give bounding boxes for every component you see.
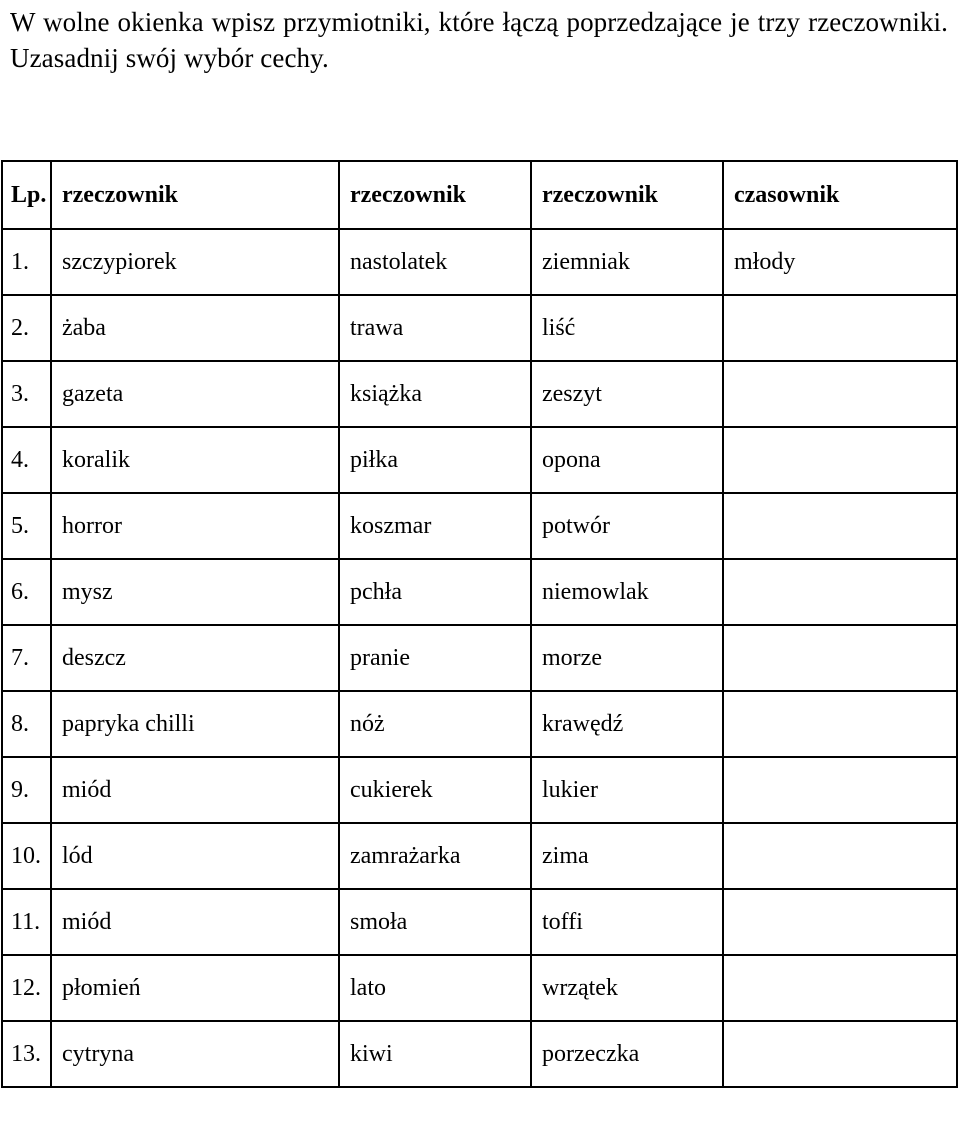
noun-2-cell: koszmar (339, 493, 531, 559)
row-number: 7. (2, 625, 51, 691)
table-header-row (2, 161, 957, 229)
noun-1-cell: miód (51, 889, 339, 955)
answer-cell[interactable] (723, 889, 957, 955)
row-number: 11. (2, 889, 51, 955)
noun-2-cell: piłka (339, 427, 531, 493)
table-row (2, 1021, 957, 1087)
table-row (2, 559, 957, 625)
header-noun-2: rzeczownik (339, 161, 531, 229)
noun-1-cell: papryka chilli (51, 691, 339, 757)
table-row (2, 889, 957, 955)
noun-3-cell: zima (531, 823, 723, 889)
table-row (2, 757, 957, 823)
noun-3-cell: niemowlak (531, 559, 723, 625)
answer-cell[interactable] (723, 691, 957, 757)
task-instruction: W wolne okienka wpisz przymiotniki, które łączą poprzedzające je trzy rzeczowniki. Uzasadnij swój wybór cechy. (10, 7, 948, 73)
noun-3-cell: ziemniak (531, 229, 723, 295)
answer-cell[interactable] (723, 493, 957, 559)
answer-cell[interactable] (723, 427, 957, 493)
row-number: 10. (2, 823, 51, 889)
noun-1-cell: horror (51, 493, 339, 559)
noun-3-cell: liść (531, 295, 723, 361)
row-number: 1. (2, 229, 51, 295)
row-number: 8. (2, 691, 51, 757)
noun-3-cell: lukier (531, 757, 723, 823)
answer-cell[interactable] (723, 625, 957, 691)
row-number: 6. (2, 559, 51, 625)
noun-3-cell: krawędź (531, 691, 723, 757)
table-row (2, 493, 957, 559)
answer-cell[interactable] (723, 295, 957, 361)
noun-3-cell: opona (531, 427, 723, 493)
table-row (2, 361, 957, 427)
noun-3-cell: porzeczka (531, 1021, 723, 1087)
row-number: 9. (2, 757, 51, 823)
noun-1-cell: mysz (51, 559, 339, 625)
worksheet-table (1, 160, 958, 1088)
table-row (2, 427, 957, 493)
row-number: 13. (2, 1021, 51, 1087)
noun-1-cell: cytryna (51, 1021, 339, 1087)
answer-cell[interactable]: młody (723, 229, 957, 295)
header-verb: czasownik (723, 161, 957, 229)
noun-3-cell: toffi (531, 889, 723, 955)
noun-2-cell: lato (339, 955, 531, 1021)
noun-2-cell: zamrażarka (339, 823, 531, 889)
noun-2-cell: kiwi (339, 1021, 531, 1087)
noun-2-cell: trawa (339, 295, 531, 361)
answer-cell[interactable] (723, 1021, 957, 1087)
noun-2-cell: smoła (339, 889, 531, 955)
noun-1-cell: deszcz (51, 625, 339, 691)
table-row (2, 295, 957, 361)
row-number: 4. (2, 427, 51, 493)
table-body (2, 229, 957, 1087)
noun-2-cell: cukierek (339, 757, 531, 823)
answer-cell[interactable] (723, 757, 957, 823)
row-number: 2. (2, 295, 51, 361)
answer-cell[interactable] (723, 955, 957, 1021)
noun-1-cell: miód (51, 757, 339, 823)
noun-3-cell: morze (531, 625, 723, 691)
noun-2-cell: pchła (339, 559, 531, 625)
noun-1-cell: gazeta (51, 361, 339, 427)
row-number: 3. (2, 361, 51, 427)
table-row (2, 955, 957, 1021)
table-row (2, 823, 957, 889)
noun-3-cell: zeszyt (531, 361, 723, 427)
answer-cell[interactable] (723, 559, 957, 625)
answer-cell[interactable] (723, 823, 957, 889)
table-row (2, 691, 957, 757)
noun-1-cell: lód (51, 823, 339, 889)
noun-2-cell: książka (339, 361, 531, 427)
noun-2-cell: nastolatek (339, 229, 531, 295)
header-lp: Lp. (2, 161, 51, 229)
table-row (2, 625, 957, 691)
answer-cell[interactable] (723, 361, 957, 427)
row-number: 5. (2, 493, 51, 559)
noun-1-cell: żaba (51, 295, 339, 361)
noun-2-cell: nóż (339, 691, 531, 757)
noun-3-cell: potwór (531, 493, 723, 559)
header-noun-3: rzeczownik (531, 161, 723, 229)
noun-3-cell: wrzątek (531, 955, 723, 1021)
noun-1-cell: koralik (51, 427, 339, 493)
noun-1-cell: płomień (51, 955, 339, 1021)
header-noun-1: rzeczownik (51, 161, 339, 229)
noun-1-cell: szczypiorek (51, 229, 339, 295)
table-row (2, 229, 957, 295)
noun-2-cell: pranie (339, 625, 531, 691)
row-number: 12. (2, 955, 51, 1021)
